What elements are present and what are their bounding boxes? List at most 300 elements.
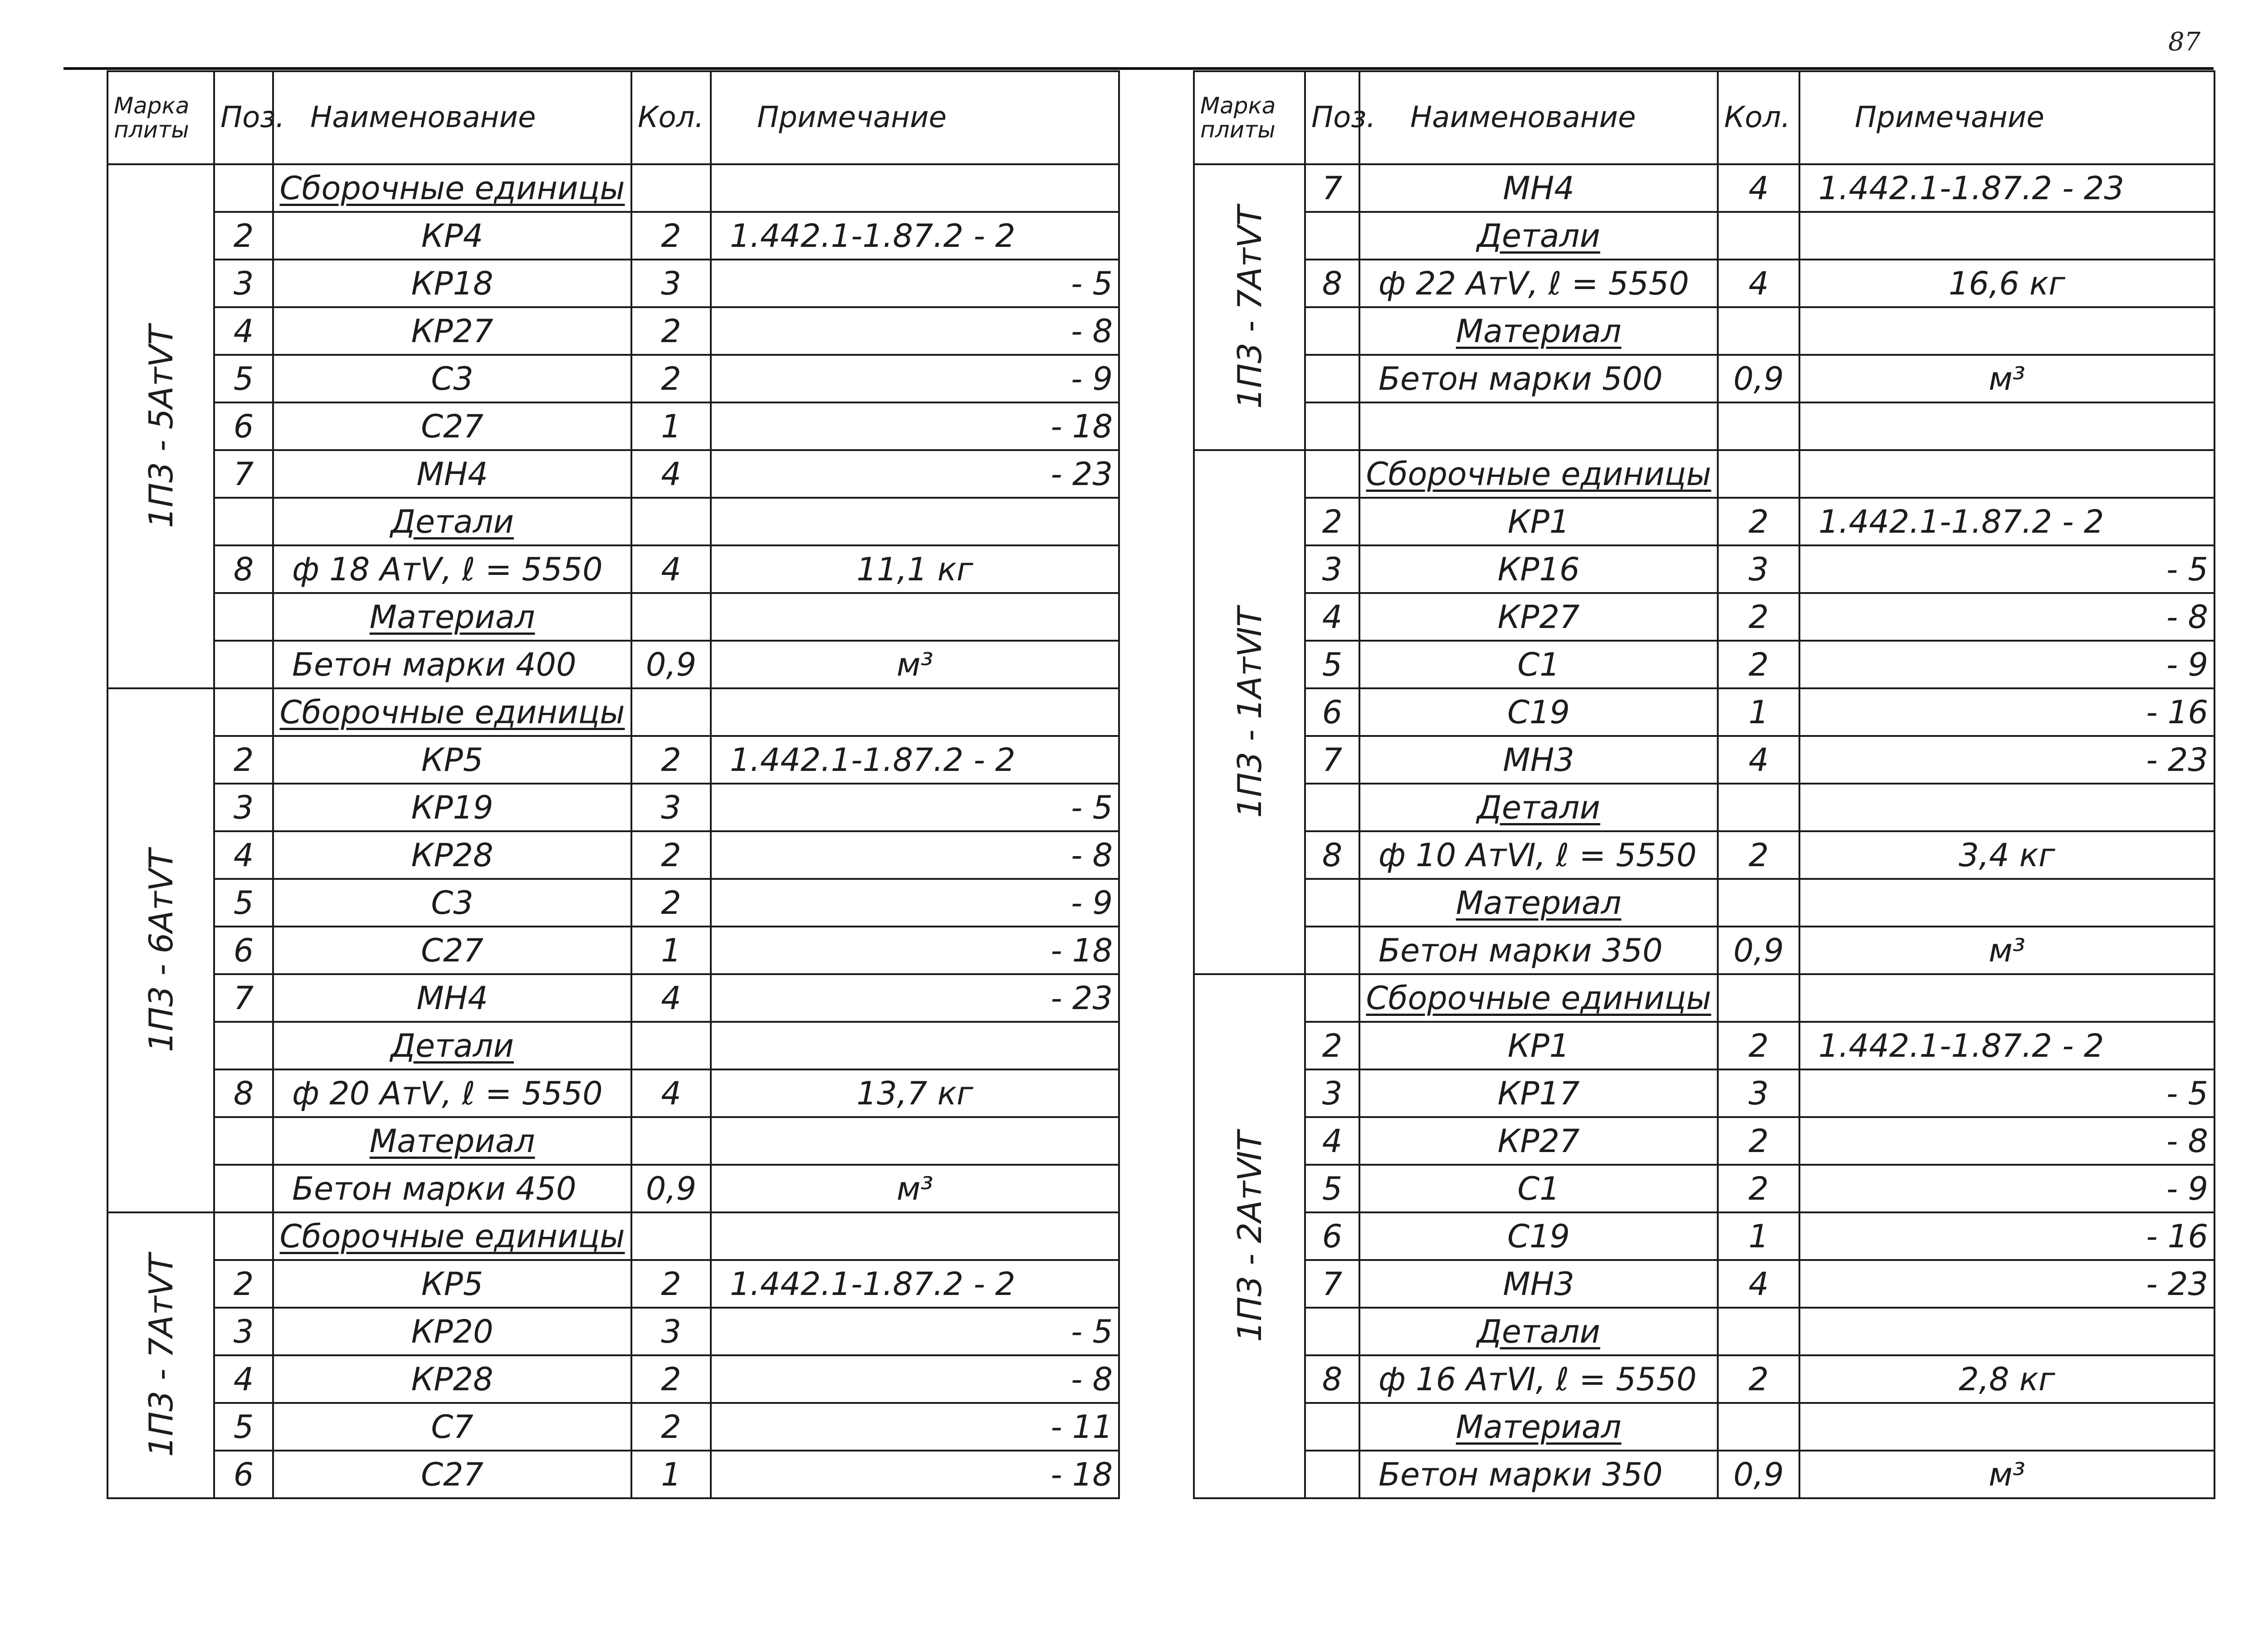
note-cell bbox=[711, 498, 1119, 545]
position-cell bbox=[214, 1022, 273, 1069]
table-row bbox=[1194, 688, 2214, 736]
table-row bbox=[1194, 1069, 2214, 1117]
position-cell: 8 bbox=[214, 1069, 273, 1117]
name-cell: КР27 bbox=[273, 307, 631, 355]
quantity-cell: 2 bbox=[631, 831, 711, 879]
name-cell bbox=[273, 498, 631, 545]
table-row bbox=[1194, 402, 2214, 450]
name-cell bbox=[1359, 212, 1718, 260]
note-cell: - 23 bbox=[1799, 736, 2214, 784]
table-row bbox=[108, 784, 1119, 831]
name-cell: КР28 bbox=[273, 1355, 631, 1403]
section-row bbox=[1194, 1308, 2214, 1355]
quantity-cell: 4 bbox=[1718, 1260, 1799, 1308]
position-cell: 6 bbox=[214, 1451, 273, 1498]
quantity-cell: 1 bbox=[631, 927, 711, 974]
quantity-cell: 2 bbox=[631, 736, 711, 784]
note-cell: - 8 bbox=[1799, 593, 2214, 641]
header-pos: Поз. bbox=[214, 71, 273, 164]
position-cell: 3 bbox=[1305, 1069, 1359, 1117]
quantity-cell: 3 bbox=[631, 1308, 711, 1355]
quantity-cell bbox=[1718, 212, 1799, 260]
section-row bbox=[108, 1212, 1119, 1260]
position-cell: 8 bbox=[1305, 831, 1359, 879]
section-title: Материал bbox=[1456, 884, 1622, 922]
position-cell: 8 bbox=[1305, 260, 1359, 307]
name-cell: Бетон марки 400 bbox=[273, 641, 631, 688]
name-cell: Бетон марки 350 bbox=[1359, 1451, 1718, 1498]
note-cell: - 5 bbox=[1799, 1069, 2214, 1117]
section-title: Материал bbox=[369, 598, 535, 636]
note-cell: - 8 bbox=[711, 1355, 1119, 1403]
name-cell: С27 bbox=[273, 402, 631, 450]
note-cell: м³ bbox=[711, 1165, 1119, 1212]
section-title: Сборочные единицы bbox=[1366, 455, 1711, 493]
table-row bbox=[108, 1403, 1119, 1451]
table-row bbox=[108, 545, 1119, 593]
section-row bbox=[108, 164, 1119, 212]
plate-mark-cell bbox=[108, 1212, 214, 1498]
plate-mark: 1П3 - 5АтⅤТ bbox=[142, 324, 180, 528]
note-cell bbox=[1799, 1308, 2214, 1355]
quantity-cell: 2 bbox=[631, 1403, 711, 1451]
position-cell: 8 bbox=[1305, 1355, 1359, 1403]
left-specification-table bbox=[107, 70, 1120, 1499]
table-row bbox=[1194, 641, 2214, 688]
quantity-cell: 1 bbox=[631, 402, 711, 450]
name-cell bbox=[1359, 1308, 1718, 1355]
section-row bbox=[1194, 879, 2214, 927]
quantity-cell bbox=[1718, 974, 1799, 1022]
name-cell: С7 bbox=[273, 1403, 631, 1451]
quantity-cell: 2 bbox=[1718, 1117, 1799, 1165]
table-row bbox=[108, 355, 1119, 402]
note-cell: - 8 bbox=[711, 307, 1119, 355]
quantity-cell bbox=[631, 498, 711, 545]
name-cell: С1 bbox=[1359, 1165, 1718, 1212]
note-cell: - 9 bbox=[711, 879, 1119, 927]
note-cell bbox=[711, 1117, 1119, 1165]
note-cell: - 23 bbox=[711, 974, 1119, 1022]
table-row bbox=[108, 1260, 1119, 1308]
note-cell bbox=[1799, 212, 2214, 260]
table-row bbox=[108, 641, 1119, 688]
section-title: Сборочные единицы bbox=[279, 1217, 625, 1255]
table-row bbox=[1194, 164, 2214, 212]
quantity-cell bbox=[1718, 879, 1799, 927]
note-cell: 1.442.1-1.87.2 - 2 bbox=[711, 1260, 1119, 1308]
table-row bbox=[108, 831, 1119, 879]
note-cell bbox=[711, 1212, 1119, 1260]
position-cell: 2 bbox=[214, 212, 273, 260]
position-cell: 2 bbox=[1305, 1022, 1359, 1069]
note-cell bbox=[1799, 402, 2214, 450]
note-cell: 1.442.1-1.87.2 - 2 bbox=[711, 736, 1119, 784]
header-name: Наименование bbox=[273, 71, 631, 164]
position-cell: 6 bbox=[214, 927, 273, 974]
position-cell bbox=[214, 164, 273, 212]
name-cell: Бетон марки 500 bbox=[1359, 355, 1718, 402]
position-cell bbox=[214, 498, 273, 545]
section-row bbox=[1194, 974, 2214, 1022]
note-cell bbox=[711, 1022, 1119, 1069]
position-cell: 3 bbox=[214, 784, 273, 831]
name-cell: Бетон марки 450 bbox=[273, 1165, 631, 1212]
page-number: 87 bbox=[2168, 27, 2201, 57]
name-cell: КР1 bbox=[1359, 1022, 1718, 1069]
position-cell: 8 bbox=[214, 545, 273, 593]
section-row bbox=[1194, 307, 2214, 355]
name-cell: С3 bbox=[273, 879, 631, 927]
note-cell: - 9 bbox=[1799, 1165, 2214, 1212]
plate-mark-cell bbox=[108, 164, 214, 688]
position-cell: 5 bbox=[1305, 1165, 1359, 1212]
position-cell bbox=[214, 688, 273, 736]
note-cell bbox=[711, 164, 1119, 212]
name-cell bbox=[273, 1117, 631, 1165]
header-note: Примечание bbox=[711, 71, 1119, 164]
name-cell: МН3 bbox=[1359, 736, 1718, 784]
name-cell: КР20 bbox=[273, 1308, 631, 1355]
section-row bbox=[108, 498, 1119, 545]
note-cell: 13,7 кг bbox=[711, 1069, 1119, 1117]
name-cell: КР28 bbox=[273, 831, 631, 879]
table-row bbox=[1194, 927, 2214, 974]
name-cell: КР27 bbox=[1359, 593, 1718, 641]
section-title: Сборочные единицы bbox=[1366, 979, 1711, 1017]
header-mark: Марка плиты bbox=[108, 71, 214, 164]
header-pos: Поз. bbox=[1305, 71, 1359, 164]
plate-mark-cell bbox=[1194, 450, 1305, 974]
plate-mark: 1П3 - 7АтⅤТ bbox=[142, 1254, 180, 1457]
position-cell: 2 bbox=[1305, 498, 1359, 545]
note-cell: - 18 bbox=[711, 927, 1119, 974]
note-cell bbox=[711, 593, 1119, 641]
note-cell: - 5 bbox=[711, 1308, 1119, 1355]
note-cell bbox=[1799, 450, 2214, 498]
header-qty: Кол. bbox=[1718, 71, 1799, 164]
position-cell: 4 bbox=[214, 831, 273, 879]
table-row bbox=[1194, 831, 2214, 879]
note-cell: - 5 bbox=[711, 260, 1119, 307]
note-cell: 1.442.1-1.87.2 - 2 bbox=[1799, 1022, 2214, 1069]
table-row bbox=[1194, 1260, 2214, 1308]
position-cell: 7 bbox=[1305, 1260, 1359, 1308]
position-cell: 4 bbox=[1305, 593, 1359, 641]
header-qty: Кол. bbox=[631, 71, 711, 164]
quantity-cell: 2 bbox=[631, 1355, 711, 1403]
position-cell bbox=[1305, 974, 1359, 1022]
right-specification-table bbox=[1193, 70, 2215, 1499]
section-row bbox=[108, 1022, 1119, 1069]
quantity-cell bbox=[631, 1212, 711, 1260]
table-row bbox=[108, 1355, 1119, 1403]
section-title: Сборочные единицы bbox=[279, 693, 625, 731]
position-cell bbox=[1305, 784, 1359, 831]
top-border-line bbox=[64, 67, 2214, 70]
table-row bbox=[108, 307, 1119, 355]
table-row bbox=[108, 1451, 1119, 1498]
quantity-cell: 0,9 bbox=[631, 1165, 711, 1212]
position-cell bbox=[1305, 1403, 1359, 1451]
table-row bbox=[108, 736, 1119, 784]
name-cell bbox=[1359, 402, 1718, 450]
section-row bbox=[108, 1117, 1119, 1165]
quantity-cell: 2 bbox=[631, 307, 711, 355]
note-cell: - 9 bbox=[711, 355, 1119, 402]
name-cell: С19 bbox=[1359, 688, 1718, 736]
position-cell: 5 bbox=[1305, 641, 1359, 688]
position-cell: 7 bbox=[214, 450, 273, 498]
quantity-cell: 0,9 bbox=[631, 641, 711, 688]
table-row bbox=[108, 927, 1119, 974]
position-cell bbox=[214, 641, 273, 688]
section-row bbox=[108, 593, 1119, 641]
name-cell bbox=[273, 164, 631, 212]
section-row bbox=[108, 688, 1119, 736]
name-cell bbox=[273, 688, 631, 736]
name-cell: ф 22 АтⅤ, ℓ = 5550 bbox=[1359, 260, 1718, 307]
position-cell: 6 bbox=[1305, 688, 1359, 736]
name-cell: С19 bbox=[1359, 1212, 1718, 1260]
name-cell: С3 bbox=[273, 355, 631, 402]
section-row bbox=[1194, 1403, 2214, 1451]
position-cell: 5 bbox=[214, 879, 273, 927]
quantity-cell: 4 bbox=[1718, 164, 1799, 212]
name-cell bbox=[273, 1212, 631, 1260]
section-title: Детали bbox=[391, 503, 514, 540]
name-cell: МН4 bbox=[273, 974, 631, 1022]
position-cell: 7 bbox=[1305, 164, 1359, 212]
name-cell: С27 bbox=[273, 927, 631, 974]
quantity-cell: 3 bbox=[631, 784, 711, 831]
section-title: Детали bbox=[1477, 217, 1600, 255]
name-cell: КР1 bbox=[1359, 498, 1718, 545]
position-cell bbox=[1305, 402, 1359, 450]
section-title: Детали bbox=[1477, 789, 1600, 826]
position-cell bbox=[1305, 1308, 1359, 1355]
name-cell bbox=[1359, 450, 1718, 498]
quantity-cell: 4 bbox=[631, 974, 711, 1022]
left-table-body bbox=[108, 164, 1119, 1498]
table-row bbox=[108, 402, 1119, 450]
name-cell: КР5 bbox=[273, 1260, 631, 1308]
table-row bbox=[1194, 1451, 2214, 1498]
note-cell: 1.442.1-1.87.2 - 23 bbox=[1799, 164, 2214, 212]
quantity-cell: 4 bbox=[1718, 260, 1799, 307]
note-cell: - 9 bbox=[1799, 641, 2214, 688]
quantity-cell bbox=[631, 1117, 711, 1165]
note-cell: - 18 bbox=[711, 1451, 1119, 1498]
plate-mark-cell bbox=[1194, 974, 1305, 1498]
quantity-cell: 2 bbox=[1718, 1165, 1799, 1212]
quantity-cell: 2 bbox=[631, 355, 711, 402]
name-cell: С27 bbox=[273, 1451, 631, 1498]
quantity-cell: 2 bbox=[1718, 1355, 1799, 1403]
table-row bbox=[1194, 1022, 2214, 1069]
quantity-cell: 0,9 bbox=[1718, 355, 1799, 402]
note-cell bbox=[1799, 784, 2214, 831]
position-cell: 3 bbox=[214, 260, 273, 307]
quantity-cell: 2 bbox=[1718, 593, 1799, 641]
name-cell: С1 bbox=[1359, 641, 1718, 688]
position-cell: 6 bbox=[214, 402, 273, 450]
plate-mark-cell bbox=[1194, 164, 1305, 450]
quantity-cell: 1 bbox=[631, 1451, 711, 1498]
table-row bbox=[108, 1069, 1119, 1117]
quantity-cell bbox=[631, 164, 711, 212]
note-cell: м³ bbox=[1799, 355, 2214, 402]
name-cell bbox=[1359, 307, 1718, 355]
position-cell bbox=[1305, 355, 1359, 402]
quantity-cell bbox=[1718, 402, 1799, 450]
section-title: Материал bbox=[369, 1122, 535, 1160]
position-cell: 2 bbox=[214, 736, 273, 784]
table-row bbox=[1194, 593, 2214, 641]
position-cell bbox=[1305, 879, 1359, 927]
name-cell: ф 10 АтⅥ, ℓ = 5550 bbox=[1359, 831, 1718, 879]
table-row bbox=[108, 450, 1119, 498]
quantity-cell: 4 bbox=[631, 1069, 711, 1117]
plate-mark-cell bbox=[108, 688, 214, 1212]
table-row bbox=[1194, 498, 2214, 545]
name-cell: КР5 bbox=[273, 736, 631, 784]
note-cell: 3,4 кг bbox=[1799, 831, 2214, 879]
quantity-cell bbox=[1718, 307, 1799, 355]
quantity-cell: 2 bbox=[1718, 641, 1799, 688]
note-cell: - 16 bbox=[1799, 1212, 2214, 1260]
name-cell: ф 20 АтⅤ, ℓ = 5550 bbox=[273, 1069, 631, 1117]
name-cell: МН4 bbox=[1359, 164, 1718, 212]
table-row bbox=[108, 260, 1119, 307]
right-table-body bbox=[1194, 164, 2214, 1498]
position-cell: 6 bbox=[1305, 1212, 1359, 1260]
note-cell: 11,1 кг bbox=[711, 545, 1119, 593]
quantity-cell: 2 bbox=[631, 212, 711, 260]
position-cell: 3 bbox=[214, 1308, 273, 1355]
plate-mark: 1П3 - 1АтⅥТ bbox=[1230, 607, 1269, 818]
name-cell bbox=[1359, 1403, 1718, 1451]
section-title: Детали bbox=[391, 1027, 514, 1064]
note-cell bbox=[711, 688, 1119, 736]
position-cell: 7 bbox=[1305, 736, 1359, 784]
table-row bbox=[108, 1308, 1119, 1355]
name-cell bbox=[1359, 879, 1718, 927]
quantity-cell bbox=[1718, 1308, 1799, 1355]
note-cell: - 5 bbox=[1799, 545, 2214, 593]
quantity-cell: 4 bbox=[631, 450, 711, 498]
quantity-cell bbox=[631, 593, 711, 641]
plate-mark: 1П3 - 2АтⅥТ bbox=[1230, 1131, 1269, 1342]
quantity-cell bbox=[1718, 784, 1799, 831]
note-cell: - 23 bbox=[1799, 1260, 2214, 1308]
position-cell bbox=[1305, 212, 1359, 260]
quantity-cell: 4 bbox=[631, 545, 711, 593]
quantity-cell: 0,9 bbox=[1718, 927, 1799, 974]
position-cell bbox=[214, 1117, 273, 1165]
quantity-cell: 2 bbox=[1718, 831, 1799, 879]
name-cell bbox=[273, 1022, 631, 1069]
note-cell bbox=[1799, 879, 2214, 927]
section-row bbox=[1194, 212, 2214, 260]
quantity-cell bbox=[1718, 450, 1799, 498]
table-row bbox=[108, 879, 1119, 927]
table-row bbox=[108, 974, 1119, 1022]
table-row bbox=[1194, 545, 2214, 593]
name-cell: ф 16 АтⅥ, ℓ = 5550 bbox=[1359, 1355, 1718, 1403]
table-row bbox=[1194, 1355, 2214, 1403]
note-cell bbox=[1799, 974, 2214, 1022]
plate-mark: 1П3 - 6АтⅤТ bbox=[142, 848, 180, 1052]
quantity-cell: 3 bbox=[1718, 545, 1799, 593]
position-cell: 4 bbox=[214, 1355, 273, 1403]
name-cell: МН4 bbox=[273, 450, 631, 498]
header-mark: Марка плиты bbox=[1194, 71, 1305, 164]
table-row bbox=[1194, 260, 2214, 307]
section-title: Детали bbox=[1477, 1313, 1600, 1350]
header-note: Примечание bbox=[1799, 71, 2214, 164]
quantity-cell: 1 bbox=[1718, 1212, 1799, 1260]
name-cell: КР17 bbox=[1359, 1069, 1718, 1117]
note-cell: - 5 bbox=[711, 784, 1119, 831]
position-cell: 5 bbox=[214, 1403, 273, 1451]
quantity-cell bbox=[1718, 1403, 1799, 1451]
note-cell bbox=[1799, 1403, 2214, 1451]
table-row bbox=[1194, 1117, 2214, 1165]
section-row bbox=[1194, 450, 2214, 498]
quantity-cell: 3 bbox=[631, 260, 711, 307]
note-cell: 1.442.1-1.87.2 - 2 bbox=[1799, 498, 2214, 545]
quantity-cell bbox=[631, 688, 711, 736]
plate-mark: 1П3 - 7АтⅤТ bbox=[1230, 206, 1269, 409]
note-cell: м³ bbox=[1799, 1451, 2214, 1498]
position-cell bbox=[1305, 1451, 1359, 1498]
section-title: Материал bbox=[1456, 1408, 1622, 1446]
position-cell: 7 bbox=[214, 974, 273, 1022]
name-cell: Бетон марки 350 bbox=[1359, 927, 1718, 974]
position-cell bbox=[1305, 307, 1359, 355]
table-row bbox=[1194, 1212, 2214, 1260]
name-cell: МН3 bbox=[1359, 1260, 1718, 1308]
position-cell: 4 bbox=[214, 307, 273, 355]
position-cell: 2 bbox=[214, 1260, 273, 1308]
note-cell: - 16 bbox=[1799, 688, 2214, 736]
table-row bbox=[1194, 355, 2214, 402]
position-cell bbox=[214, 1165, 273, 1212]
note-cell: - 18 bbox=[711, 402, 1119, 450]
position-cell bbox=[214, 593, 273, 641]
note-cell: - 8 bbox=[1799, 1117, 2214, 1165]
name-cell: КР27 bbox=[1359, 1117, 1718, 1165]
quantity-cell: 3 bbox=[1718, 1069, 1799, 1117]
quantity-cell: 2 bbox=[631, 879, 711, 927]
quantity-cell: 2 bbox=[1718, 498, 1799, 545]
quantity-cell: 1 bbox=[1718, 688, 1799, 736]
table-row bbox=[108, 212, 1119, 260]
note-cell bbox=[1799, 307, 2214, 355]
quantity-cell: 2 bbox=[1718, 1022, 1799, 1069]
position-cell: 3 bbox=[1305, 545, 1359, 593]
name-cell: ф 18 АтⅤ, ℓ = 5550 bbox=[273, 545, 631, 593]
quantity-cell: 0,9 bbox=[1718, 1451, 1799, 1498]
section-title: Материал bbox=[1456, 312, 1622, 350]
section-row bbox=[1194, 784, 2214, 831]
name-cell bbox=[1359, 974, 1718, 1022]
note-cell: 1.442.1-1.87.2 - 2 bbox=[711, 212, 1119, 260]
quantity-cell: 2 bbox=[631, 1260, 711, 1308]
name-cell: КР4 bbox=[273, 212, 631, 260]
position-cell: 5 bbox=[214, 355, 273, 402]
